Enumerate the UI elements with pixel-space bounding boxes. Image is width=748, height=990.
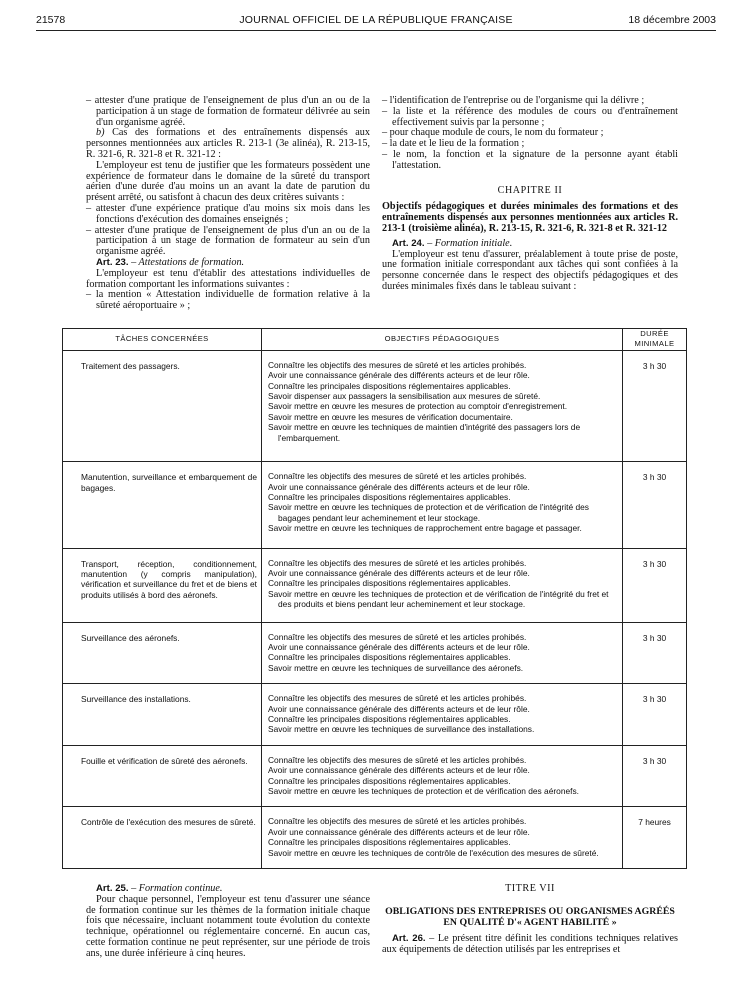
right-column (382, 96, 678, 293)
objective-line: Savoir mettre en œuvre les techniques de maintien d'intégrité des passagers lors de l'embarquement. (268, 422, 581, 443)
objective-line: Avoir une connaissance générale des différents acteurs et de leur rôle. (268, 765, 530, 776)
objective-line: Connaître les principales dispositions réglementaires applicables. (268, 578, 511, 589)
task-cell: Traitement des passagers. (63, 350, 262, 461)
duration-cell: 3 h 30 (623, 462, 687, 548)
table-row (63, 350, 687, 461)
task-cell: Surveillance des aéronefs. (63, 622, 262, 684)
duration-cell: 3 h 30 (623, 745, 687, 807)
objectives-cell (262, 548, 623, 622)
bottom-right-column (382, 884, 678, 956)
item-label: b) (96, 127, 105, 139)
column-header: OBJECTIFS PÉDAGOGIQUES (262, 329, 623, 351)
objective-line: Savoir mettre en œuvre les mesures de protection au comptoir d'enregistrement. (268, 401, 568, 412)
task-cell: Fouille et vérification de sûreté des aéronefs. (63, 745, 262, 807)
objective-line: Connaître les objectifs des mesures de sûreté et les articles prohibés. (268, 816, 527, 827)
objective-line: Connaître les principales dispositions réglementaires applicables. (268, 713, 511, 724)
objective-line: Connaître les objectifs des mesures de sûreté et les articles prohibés. (268, 631, 527, 642)
paragraph-text: Cas des formations et des entraînements dispensés aux personnes mentionnées aux articles R. 213-1 (3e alinéa), R. 213-15, R. 321-6, R. 321-8 et R. 321-12 : (86, 127, 370, 160)
paragraph: – l'identification de l'entreprise ou de l'organisme qui la délivre ; (382, 95, 645, 106)
article-title: – Formation initiale. (424, 237, 513, 249)
objective-line: Avoir une connaissance générale des différents acteurs et de leur rôle. (268, 703, 530, 714)
paragraph: – attester d'une expérience pratique d'au moins six mois dans les fonctions d'exécution des domaines enseignés ; (86, 202, 370, 225)
objective-line: Connaître les objectifs des mesures de sûreté et les articles prohibés. (268, 693, 527, 704)
title-label: TITRE VII (505, 883, 555, 894)
objective-line: Savoir mettre en œuvre les mesures de vérification documentaire. (268, 411, 513, 422)
duration-cell: 7 heures (623, 807, 687, 869)
column-header: TÂCHES CONCERNÉES (63, 329, 262, 351)
paragraph: – attester d'une pratique de l'enseignement de plus d'un an ou de la participation à un stage de formation de formateur délivrée au sein d'un organisme agréé. (86, 95, 370, 128)
paragraph: – la liste et la référence des modules de cours ou d'entraînement effectivement suivis par la personne ; (382, 105, 678, 128)
objectives-table (62, 328, 687, 869)
paragraph: L'employeur est tenu d'assurer, préalablement à toute prise de poste, une formation initiale correspondant aux tâches qui sont confiées à la personne concernée dans le respect des objectifs pédagogiques et des durées minimales fixés dans le tableau suivant : (382, 248, 678, 292)
objectives-cell (262, 462, 623, 548)
table-header-row (63, 329, 687, 351)
objective-line: Avoir une connaissance générale des différents acteurs et de leur rôle. (268, 370, 530, 381)
objective-line: Connaître les objectifs des mesures de sûreté et les articles prohibés. (268, 359, 527, 370)
objective-line: Savoir mettre en œuvre les techniques de protection et de vérification des aéronefs. (268, 785, 579, 796)
objectives-cell (262, 622, 623, 684)
objective-line: Avoir une connaissance générale des différents acteurs et de leur rôle. (268, 481, 530, 492)
chapter-title: Objectifs pédagogiques et durées minimales des formations et des entraînements dispensés aux personnes mentionnées aux articles R. 213-1 (troisième alinéa), R. 213-15, R. 321-6, R. 321-8 et R. 321-12 (382, 201, 678, 234)
task-cell: Contrôle de l'exécution des mesures de sûreté. (63, 807, 262, 869)
objective-line: Savoir mettre en œuvre les techniques de protection et de vérification de l'intégrité du fret et des produits et biens pendant leur acheminement et leur stockage. (268, 588, 609, 610)
duration-cell: 3 h 30 (623, 548, 687, 622)
objectives-cell (262, 684, 623, 746)
article-number: Art. 23. (96, 256, 129, 268)
article-number: Art. 25. (96, 883, 129, 894)
paragraph: – la mention « Attestation individuelle de formation relative à la sûreté aéroportuaire » ; (86, 289, 370, 312)
objective-line: Avoir une connaissance générale des différents acteurs et de leur rôle. (268, 641, 530, 652)
table-row (63, 807, 687, 869)
objective-line: Savoir mettre en œuvre les techniques de protection et de vérification de l'intégrité des bagages pendant leur acheminement et leur stockage. (268, 502, 589, 523)
duration-cell: 3 h 30 (623, 684, 687, 746)
objective-line: Savoir mettre en œuvre les techniques de rapprochement entre bagage et passager. (268, 523, 582, 534)
objective-line: Avoir une connaissance générale des différents acteurs et de leur rôle. (268, 567, 530, 578)
column-header: DURÉE MINIMALE (623, 329, 687, 351)
duration-cell: 3 h 30 (623, 622, 687, 684)
table-row (63, 548, 687, 622)
page-number: 21578 (36, 14, 66, 26)
objective-line: Connaître les principales dispositions réglementaires applicables. (268, 837, 511, 848)
article-number: Art. 26. (392, 933, 426, 945)
table-row (63, 684, 687, 746)
objective-line: Savoir mettre en œuvre les techniques de surveillance des aéronefs. (268, 662, 524, 673)
title-heading: OBLIGATIONS DES ENTREPRISES OU ORGANISMES AGRÉÉS EN QUALITÉ D'« AGENT HABILITÉ » (385, 905, 675, 928)
objective-line: Connaître les principales dispositions réglementaires applicables. (268, 491, 511, 502)
paragraph: L'employeur est tenu d'établir des attestations individuelles de formation comportant les informations suivantes : (86, 267, 370, 290)
table-row (63, 622, 687, 684)
paragraph: – pour chaque module de cours, le nom du formateur ; (382, 127, 604, 139)
paragraph (382, 934, 678, 956)
task-cell: Transport, réception, conditionnement, manutention (y compris manipulation), vérification et surveillance du fret et de biens et produits utilisés à bord des aéronefs. (63, 548, 262, 622)
issue-date: 18 décembre 2003 (628, 14, 716, 26)
objectives-cell (262, 350, 623, 461)
objective-line: Savoir dispenser aux passagers la sensibilisation aux mesures de sûreté. (268, 391, 541, 402)
objective-line: Connaître les principales dispositions réglementaires applicables. (268, 775, 511, 786)
paragraph: L'employeur est tenu de justifier que les formateurs possèdent une expérience de formateur dans le domaine de la sûreté du transport aérien d'une durée d'au moins un an avant la date de parution du présent arrêté, ou satisfont à chacun des deux critères suivants : (86, 159, 370, 204)
paragraph-text: – Le présent titre définit les conditions techniques relatives aux équipements de détection utilisés par les entreprises et (382, 933, 678, 956)
objective-line: Connaître les objectifs des mesures de sûreté et les articles prohibés. (268, 471, 527, 482)
task-cell: Surveillance des installations. (63, 684, 262, 746)
objective-line: Connaître les principales dispositions réglementaires applicables. (268, 652, 511, 663)
journal-title: JOURNAL OFFICIEL DE LA RÉPUBLIQUE FRANÇAISE (239, 14, 513, 26)
objective-line: Connaître les principales dispositions réglementaires applicables. (268, 380, 511, 391)
bottom-left-column (86, 884, 370, 960)
article-title: – Attestations de formation. (128, 256, 245, 268)
objective-line: Connaître les objectifs des mesures de sûreté et les articles prohibés. (268, 754, 527, 765)
paragraph (86, 128, 370, 160)
page-header (36, 14, 716, 30)
article-title: – Formation continue. (128, 883, 223, 894)
objective-line: Connaître les objectifs des mesures de sûreté et les articles prohibés. (268, 557, 527, 568)
table-row (63, 462, 687, 548)
chapter-label: CHAPITRE II (497, 184, 563, 196)
objective-line: Avoir une connaissance générale des différents acteurs et de leur rôle. (268, 826, 530, 837)
objectives-cell (262, 807, 623, 869)
left-column (86, 96, 370, 312)
objective-line: Savoir mettre en œuvre les techniques de contrôle de l'exécution des mesures de sûreté. (268, 847, 599, 858)
objective-line: Savoir mettre en œuvre les techniques de surveillance des installations. (268, 724, 535, 735)
article-number: Art. 24. (392, 237, 425, 249)
header-rule (36, 30, 716, 31)
paragraph: Pour chaque personnel, l'employeur est tenu d'assurer une séance de formation continue sur les thèmes de la formation initiale chaque fois que nécessaire, incluant notamment toute évolution du contexte technique, opérationnel ou réglementaire concerné. En aucun cas, cette formation continue ne peut représenter, sur une période de trois ans, une durée inférieure à cinq heures. (86, 893, 370, 959)
paragraph: – la date et le lieu de la formation ; (382, 138, 525, 150)
task-cell: Manutention, surveillance et embarquement de bagages. (63, 462, 262, 548)
paragraph: – le nom, la fonction et la signature de la personne ayant établi l'attestation. (382, 148, 678, 171)
table-row (63, 745, 687, 807)
duration-cell: 3 h 30 (623, 350, 687, 461)
article-heading (382, 239, 678, 250)
objectives-cell (262, 745, 623, 807)
paragraph: – attester d'une pratique de l'enseignement de plus d'un an ou de la participation à un stage de formation de formateur au sein d'un organisme agréé. (86, 224, 370, 258)
